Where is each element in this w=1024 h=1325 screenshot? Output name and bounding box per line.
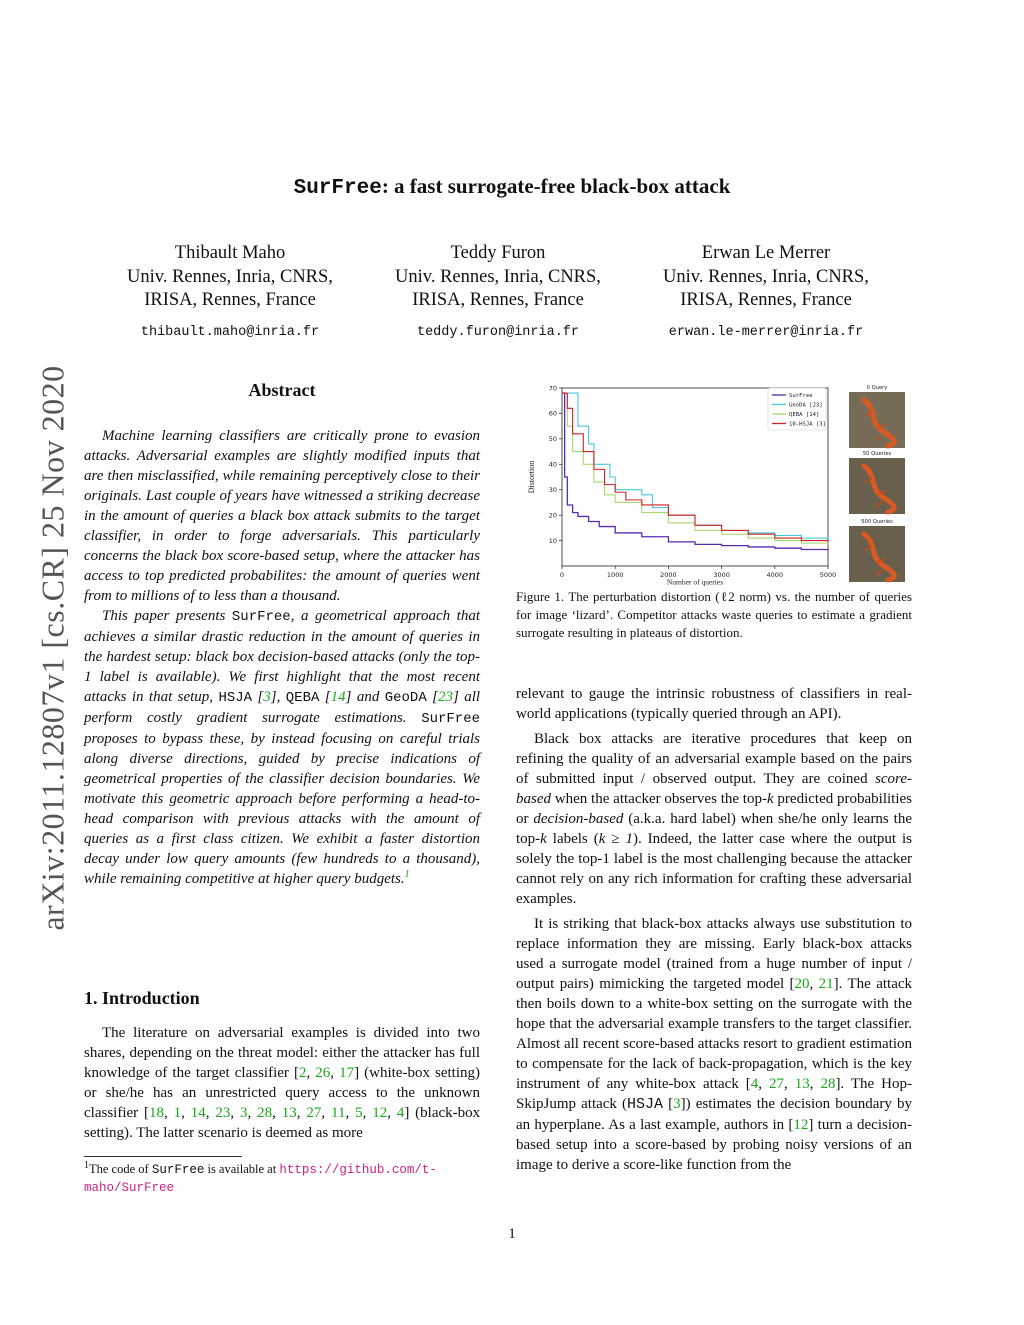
text-span: ]. The Hop-SkipJump attack (: [516, 1076, 912, 1112]
figure-caption: Figure 1. The perturbation distortion (ℓ2 norm) vs. the number of queries for image ‘lizard’. Competitor attacks waste queries to estimate a gradient surrogate resulting in plateaus of distortion.: [516, 589, 912, 640]
code-surfree: SurFree: [421, 711, 480, 727]
citation-link[interactable]: 11: [331, 1105, 346, 1121]
text-span: The literature on adversarial examples is divided into two shares, depending on the threat model: either the attacker has full knowledge of the target classifier [: [84, 1025, 480, 1081]
citation-link[interactable]: 4: [750, 1076, 759, 1092]
y-tick-label: 30: [548, 486, 557, 495]
code-surfree: SurFree: [231, 609, 291, 625]
y-tick-label: 60: [548, 409, 557, 418]
y-tick-label: 40: [548, 460, 557, 469]
text-span: predicted probabilities or: [516, 791, 912, 827]
citation-link[interactable]: 12: [372, 1105, 388, 1121]
math-k-ge-1: k ≥ 1: [598, 831, 633, 847]
x-tick-label: 0: [559, 571, 565, 579]
x-tick-label: 3000: [713, 571, 730, 579]
citation-link[interactable]: 4: [396, 1105, 405, 1121]
legend-label: SurFree: [789, 393, 813, 400]
code-surfree: SurFree: [151, 1163, 205, 1177]
text-span: It is striking that black-box attacks always use substitution to replace information they are missing. Early black-box attacks used a surrogate model (trained from a huge number of input / output pairs) mimicking the targeted model [: [516, 916, 912, 992]
x-tick-label: 4000: [766, 571, 784, 579]
term-decision-based: decision-based: [533, 811, 624, 827]
introduction-heading: 1. Introduction: [84, 988, 200, 1008]
author-block-1: [90, 242, 370, 344]
citation-link[interactable]: 27: [306, 1105, 322, 1121]
abstract-paragraph-2: This paper presents SurFree, a geometrical approach that achieves a similar drastic reduction in the amount of queries in the hardest setup: black box decision-based attacks (only the top-1 label is available). We first highlight that the most recent attacks in that setup, HSJA [3], QEBA [14] and GeoDA [23] all perform costly gradient surrogate estimations. SurFree proposes to bypass these, by instead focusing on careful trials along diverse directions, guided by precise indications of geometrical properties of the classifier decision boundaries. We motivate this geometric approach before performing a head-to-head comparison with previous attacks with the amount of queries as a first class citizen. We exhibit a faster distortion decay under low query amounts (few hundreds to a thousand), while remaining competitive at higher query budgets.$^1$: [84, 608, 481, 887]
paragraph-continued: relevant to gauge the intrinsic robustness of classifiers in real-world applications (typically queried through an API).: [516, 686, 912, 722]
author-name: Thibault Maho: [174, 243, 286, 263]
y-tick-label: 10: [548, 536, 557, 545]
right-column-body: [516, 684, 912, 1175]
github-link[interactable]: https://github.com/t-maho/SurFree: [84, 1163, 437, 1195]
thumbnail-label: 50 Queries: [862, 451, 892, 457]
text-span: is available at: [204, 1162, 280, 1176]
thumbnail-label: 500 Queries: [861, 519, 893, 525]
footnote-mark: 1: [84, 1159, 89, 1171]
text-span: (a.k.a. hard label) when she/he only learns the top-: [516, 811, 912, 847]
citation-link[interactable]: 12: [793, 1117, 809, 1133]
author-affiliation: Univ. Rennes, Inria, CNRS,: [663, 266, 869, 287]
citation-group: 18, 1, 14, 23, 3, 28, 13, 27, 11, 5, 12, 4: [149, 1105, 405, 1121]
text-span: labels (: [546, 831, 599, 847]
legend-label: GeoDA [23]: [789, 402, 823, 409]
intro-paragraph-1: [84, 1023, 480, 1143]
citation-link[interactable]: 3: [263, 689, 271, 705]
citation-link[interactable]: 28: [257, 1105, 273, 1121]
citation-link[interactable]: 28: [820, 1076, 836, 1092]
citation-link[interactable]: 13: [794, 1076, 810, 1092]
text-span: ] turn a decision-based setup into a score-based by probing noisy versions of an image to derive a score-like function from the: [516, 1117, 912, 1173]
introduction-body: [84, 1023, 480, 1143]
text-span: This paper presents: [102, 608, 232, 624]
title-rest: : a fast surrogate-free black-box attack: [381, 174, 731, 198]
y-axis-label: Distortion: [527, 460, 536, 494]
lizard-thumbnails: [849, 385, 905, 582]
citation-link[interactable]: 23: [437, 689, 453, 705]
distortion-chart: [516, 380, 916, 587]
text-span: ] (white-box setting) or she/he has an unrestricted query access to the unknown classifier [: [84, 1065, 480, 1121]
citation-link[interactable]: 17: [339, 1065, 355, 1081]
math-k: k: [540, 831, 547, 847]
y-tick-label: 20: [548, 511, 557, 520]
citation-link[interactable]: 13: [281, 1105, 297, 1121]
arxiv-identifier: arXiv:2011.12807v1 [cs.CR] 25 Nov 2020: [34, 365, 71, 931]
legend-label: QEBA [14]: [789, 412, 820, 419]
author-email[interactable]: teddy.furon@inria.fr: [416, 324, 580, 340]
footnote: [84, 1161, 480, 1197]
x-axis-label: Number of queries: [666, 577, 724, 587]
text-span: Black box attacks are iterative procedures that keep on refining the quality of an adversarial example based on the pairs of submitted input / observed output. They are coined: [516, 731, 912, 787]
citation-link[interactable]: 18: [149, 1105, 164, 1121]
code-hsja: HSJA: [218, 690, 253, 706]
author-name: Teddy Furon: [450, 243, 546, 263]
abstract-body: [84, 426, 480, 889]
citation-link[interactable]: 23: [215, 1105, 231, 1121]
author-block-3: [626, 242, 906, 344]
page-number: 1: [508, 1226, 516, 1242]
text-span: ). Indeed, the latter case where the output is solely the top-1 label is the most challenging because the attacker cannot rely on any rich information for crafting these adversarial examples.: [516, 831, 913, 907]
citation-link[interactable]: 26: [315, 1065, 331, 1081]
author-email[interactable]: erwan.le-merrer@inria.fr: [668, 324, 864, 340]
author-block-2: [358, 242, 638, 344]
text-span: proposes to bypass these, by instead focusing on careful trials along diverse directions, guided by precise indications of geometrical properties of the classifier decision boundaries. We motivate this geometric approach before performing a head-to-head comparison with previous attacks with the amount of queries as a first class citizen. We exhibit a faster distortion decay under low query amounts (few hundreds to a thousand), while remaining competitive at higher query budgets.: [84, 731, 480, 887]
thumbnail-label: 0 Query: [866, 385, 888, 391]
author-affiliation: Univ. Rennes, Inria, CNRS,: [127, 266, 333, 287]
citation-group: 2, 26, 17: [298, 1065, 355, 1081]
footnote-divider: [84, 1156, 242, 1157]
text-span: all perform costly gradient surrogate estimations.: [84, 689, 481, 726]
citation-link[interactable]: 21: [818, 976, 834, 992]
citation-link[interactable]: 14: [330, 689, 346, 705]
x-tick-label: 5000: [819, 571, 837, 579]
text-span: ]) estimates the decision boundary by an hyperplane. As a last example, authors in [: [516, 1096, 912, 1133]
footnote-mark[interactable]: 1: [404, 869, 410, 880]
paper-title: [0, 174, 1024, 200]
author-affiliation: IRISA, Rennes, France: [412, 290, 584, 310]
term-score-based: score-based: [516, 771, 912, 807]
author-affiliation: IRISA, Rennes, France: [144, 290, 316, 310]
citation-link[interactable]: 5: [355, 1105, 363, 1121]
chart-legend: [768, 388, 826, 430]
y-tick-label: 70: [548, 384, 557, 393]
legend-label: 10-HSJA [3]: [789, 421, 827, 428]
text-span: ]. The attack then boils down to a white-box setting on the surrogate with the hope that the adversarial example transfers to the target classifier. Almost all recent score-based attacks resort to gradient estimation to compensate for the lack of back-propagation, which is the key instrument of any white-box attack [: [516, 976, 913, 1092]
text-span: , a geometrical approach that achieves a similar drastic reduction in the amount of queries in the hardest setup: black box decision-based attacks (only the top-1 label is available). We first highlight that the most recent attacks in that setup,: [84, 608, 481, 705]
citation-link[interactable]: 3: [673, 1096, 681, 1112]
code-qeba: QEBA: [285, 690, 320, 706]
author-affiliation: IRISA, Rennes, France: [680, 290, 852, 310]
abstract-heading: Abstract: [248, 380, 316, 400]
citation-link[interactable]: 20: [794, 976, 810, 992]
text-span: ] (black-box setting). The latter scenario is deemed as more: [84, 1105, 481, 1141]
text-span: The code of: [89, 1162, 152, 1176]
citation-link[interactable]: 1: [173, 1105, 182, 1121]
code-hsja: HSJA: [627, 1096, 664, 1113]
citation-link[interactable]: 3: [240, 1105, 248, 1121]
code-geoda: GeoDA: [384, 690, 427, 706]
citation-link[interactable]: 14: [190, 1105, 206, 1121]
math-k: k: [766, 791, 774, 807]
x-tick-label: 2000: [660, 571, 677, 579]
title-code: SurFree: [293, 177, 382, 200]
text-span: and: [351, 689, 385, 705]
citation-link[interactable]: 2: [298, 1065, 307, 1081]
author-affiliation: Univ. Rennes, Inria, CNRS,: [395, 266, 601, 287]
paragraph-substitution: It is striking that black-box attacks always use substitution to replace information they are missing. Early black-box attacks used a surrogate model (trained from a huge number of input / output pairs) mimicking the targeted model [20, 21]. The attack then boils down to a white-box setting on the surrogate with the hope that the adversarial example transfers to the target classifier. Almost all recent score-based attacks resort to gradient estimation to compensate for the lack of back-propagation, which is the key instrument of any white-box attack [4, 27, 13, 28]. The Hop-SkipJump attack (HSJA [3]) estimates the decision boundary by an hyperplane. As a last example, authors in [12] turn a decision-based setup into a score-based by probing noisy versions of an image to derive a score-like function from the: [516, 916, 913, 1173]
abstract-paragraph-1: Machine learning classifiers are critically prone to evasion attacks. Adversarial examples are slightly modified inputs that are then misclassified, while remaining perceptively close to their originals. Last couple of years have witnessed a striking decrease in the amount of queries a black box attack submits to the target classifier, in order to forge adversarials. This particularly concerns the black box score-based setup, where the attacker has access to top predicted probabilites: the amount of queries went from to millions of to less than a thousand.: [84, 428, 480, 604]
text-span: when the attacker observes the top-: [551, 791, 767, 807]
citation-group: 4, 27, 13, 28: [750, 1076, 836, 1092]
author-email[interactable]: thibault.maho@inria.fr: [140, 324, 320, 340]
y-tick-label: 50: [548, 435, 557, 444]
author-name: Erwan Le Merrer: [701, 243, 831, 263]
citation-link[interactable]: 27: [769, 1076, 784, 1092]
x-tick-label: 1000: [606, 571, 624, 579]
figure-1: [516, 380, 916, 587]
paragraph-black-box: [516, 729, 912, 909]
